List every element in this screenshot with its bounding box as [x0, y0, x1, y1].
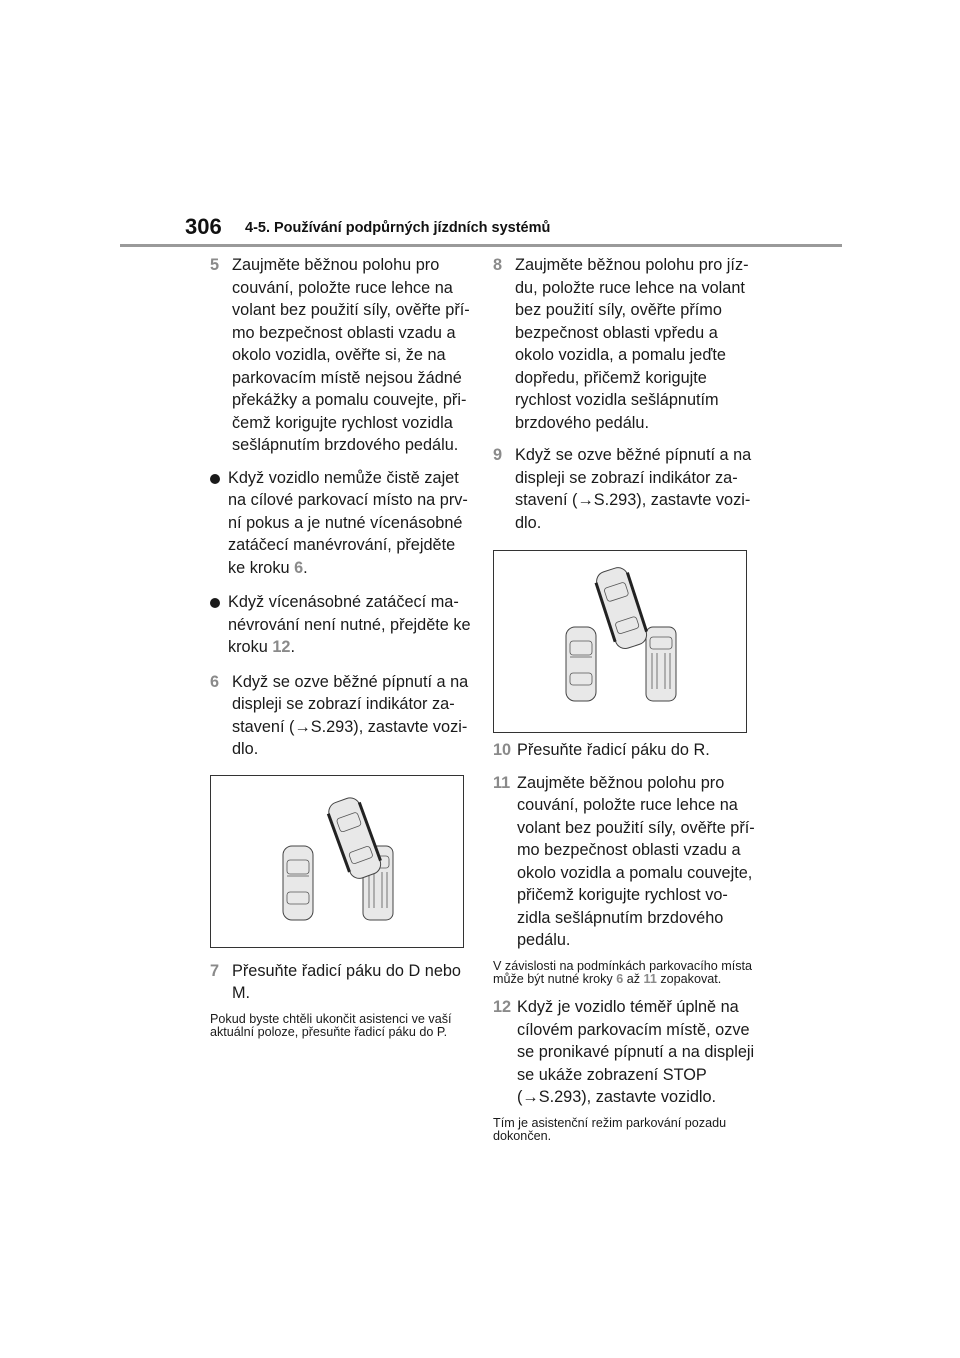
- step-text: Když se ozve běžné pípnutí a na displeji se zobrazí indikátor zastavení (→S.293), zastavte vozidlo.: [232, 672, 469, 758]
- step-reference: 6: [616, 971, 624, 986]
- bullet-end: .: [303, 558, 308, 577]
- step-text: Přesuňte řadicí páku do D nebo M.: [232, 961, 461, 1002]
- step-text: Přesuňte řadicí páku do R.: [517, 741, 710, 759]
- step-text: Zaujměte běžnou polohu pro couvání, položte ruce lehce na volant bez použití síly, ověřte přímo bezpečnost oblasti vzadu a okolo vozidla, ověřte si, že na parkovacím místě nejsou žádné překážky a pomalu couvejte, přičemž korigujte rychlost vozidla sešlápnutím brzdového pedálu.: [232, 256, 470, 454]
- step-number: 9: [493, 446, 503, 464]
- maneuvering-car: [324, 794, 385, 881]
- step-number: 8: [493, 256, 503, 274]
- bullet-end: .: [290, 638, 295, 656]
- step-reference: 12: [272, 638, 291, 656]
- step-7: [210, 960, 472, 1005]
- step-6: [210, 671, 472, 761]
- step-11: [493, 772, 755, 952]
- bullet-text: Když vícenásobné zatáčecí manévrování není nutné, přejděte ke kroku: [228, 593, 471, 656]
- step-text: Zaujměte běžnou polohu pro couvání, položte ruce lehce na volant bez použití síly, ověřte přímo bezpečnost oblasti vzadu a okolo vozidla a pomalu couvejte, přičemž korigujte rychlost vozidla sešlápnutím brzdového pedálu.: [517, 773, 755, 949]
- parking-cars-illustration: [494, 551, 746, 732]
- step-number: 7: [210, 961, 220, 980]
- parking-illustration-reverse: [210, 775, 464, 948]
- step-reference: 11: [643, 971, 657, 986]
- note-text: Pokud byste chtěli ukončit asistenci ve vaší aktuální poloze, přesuňte řadicí páku do P.: [210, 1011, 452, 1039]
- step-12: [493, 996, 755, 1109]
- parking-cars-illustration: [211, 776, 463, 947]
- header-rule: [120, 244, 842, 247]
- bullet-icon: [210, 598, 220, 608]
- bullet-item: [210, 467, 472, 580]
- section-title: 4-5. Používání podpůrných jízdních systémů: [245, 220, 551, 236]
- bullet-item: [210, 591, 472, 659]
- step-text: Když je vozidlo téměř úplně na cílovém parkovacím místě, ozve se pronikavé pípnutí a na displeji se ukáže zobrazení STOP (→S.293), zastavte vozidlo.: [517, 998, 755, 1107]
- right-column: [493, 254, 755, 1154]
- parked-car-left: [566, 627, 596, 701]
- parking-illustration-forward: [493, 550, 747, 733]
- bullet-text: Když vozidlo nemůže čistě zajet na cílové parkovací místo na první pokus a je nutné vícenásobné zatáčecí manévrování, přejděte ke kroku: [228, 468, 468, 577]
- page-number: 306: [185, 214, 222, 239]
- step-number: 6: [210, 672, 220, 691]
- step-number: 5: [210, 256, 220, 274]
- step-number: 10: [493, 741, 512, 759]
- step-5: [210, 254, 472, 457]
- maneuvering-car: [592, 564, 651, 651]
- note-part: až: [623, 971, 644, 986]
- step-9: [493, 444, 755, 534]
- step-text: Zaujměte běžnou polohu pro jízdu, položte ruce lehce na volant bez použití síly, ověřte přímo bezpečnost oblasti vpředu a okolo vozidla, a pomalu jeďte dopředu, přičemž korigujte rychlost vozidla sešlápnutím brzdového pedálu.: [515, 256, 749, 432]
- note-text: Tím je asistenční režim parkování pozadu dokončen.: [493, 1115, 727, 1144]
- left-column: [210, 254, 472, 1049]
- page-header: [0, 0, 960, 250]
- note-text: [493, 960, 755, 987]
- step-number: 11: [493, 773, 511, 792]
- note-part: V závislosti na podmínkách parkovacího místa může být nutné kroky: [493, 958, 752, 986]
- step-number: 12: [493, 998, 512, 1017]
- step-text: Když se ozve běžné pípnutí a na displeji se zobrazí indikátor zastavení (→S.293), zastavte vozidlo.: [515, 446, 752, 532]
- step-8: [493, 254, 755, 434]
- bullet-icon: [210, 474, 220, 484]
- step-10: [493, 739, 755, 762]
- parked-car-right: [646, 627, 676, 701]
- parked-car-left: [283, 846, 313, 920]
- step-reference: 6: [294, 558, 304, 577]
- note-part: zopakovat.: [656, 971, 722, 986]
